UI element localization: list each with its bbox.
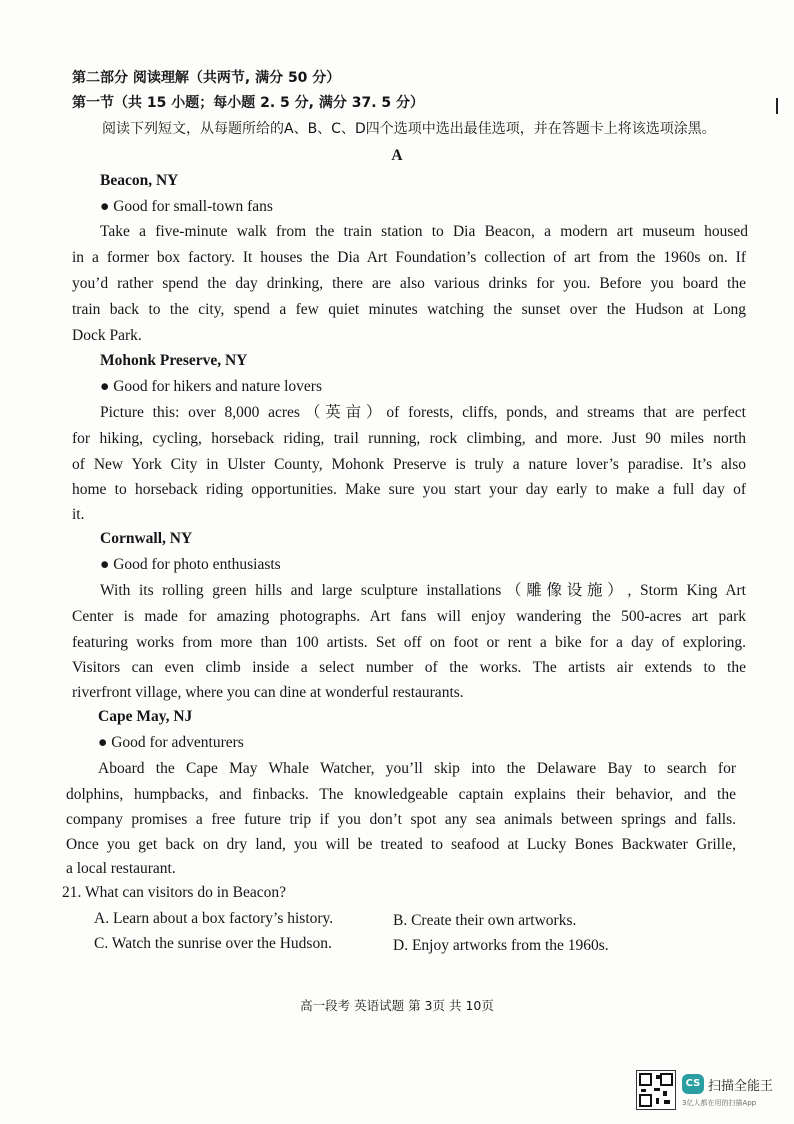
mohonk-title: Mohonk Preserve, NY — [100, 352, 248, 369]
part-heading: 第二部分 阅读理解（共两节, 满分 50 分） — [72, 70, 341, 86]
camscanner-logo-icon: CS — [682, 1074, 704, 1094]
section-heading: 第一节（共 15 小题；每小题 2. 5 分, 满分 37. 5 分） — [72, 95, 425, 111]
camscanner-name: 扫描全能王 — [708, 1079, 774, 1094]
beacon-line-5: Dock Park. — [72, 327, 142, 344]
beacon-line-1: Take a five-minute walk from the train station to Dia Beacon, a modern art museum housed — [100, 223, 748, 240]
capemay-line-3: company promises a free future trip if you don’t spot any sea animals between springs and falls. — [66, 811, 736, 828]
beacon-title: Beacon, NY — [100, 172, 179, 189]
capemay-line-2: dolphins, humpbacks, and finbacks. The knowledgeable captain explains their behavior, and the — [66, 786, 736, 803]
beacon-line-4: train back to the city, spend a few quiet minutes watching the sunset over the Hudson at Long — [72, 301, 746, 318]
cornwall-bullet: ● Good for photo enthusiasts — [100, 556, 281, 573]
question-21-option-c: C. Watch the sunrise over the Hudson. — [94, 935, 332, 952]
cornwall-line-1: With its rolling green hills and large sculpture installations（雕像设施）, Storm King Art — [100, 582, 746, 599]
cornwall-line-5: riverfront village, where you can dine at wonderful restaurants. — [72, 684, 464, 701]
mohonk-bullet: ● Good for hikers and nature lovers — [100, 378, 322, 395]
capemay-line-1: Aboard the Cape May Whale Watcher, you’ll skip into the Delaware Bay to search for — [98, 760, 736, 777]
camscanner-tagline: 3亿人都在用的扫描App — [682, 1099, 757, 1107]
mohonk-line-4: home to horseback riding opportunities. Make sure you start your day early to make a full day of — [72, 481, 746, 498]
question-21-option-a: A. Learn about a box factory’s history. — [94, 910, 334, 927]
mohonk-line-2: for hiking, cycling, horseback riding, trail running, rock climbing, and more. Just 90 miles north — [72, 430, 746, 447]
cornwall-line-2: Center is made for amazing photographs. Art fans will enjoy wandering the 500-acres art park — [72, 608, 746, 625]
question-21-stem: 21. What can visitors do in Beacon? — [62, 884, 286, 901]
beacon-line-3: you’d rather spend the day drinking, there are also various drinks for you. Before you board the — [72, 275, 746, 292]
margin-mark — [776, 98, 778, 114]
capemay-title: Cape May, NJ — [98, 708, 193, 725]
instruction-text: 阅读下列短文，从每题所给的A、B、C、D四个选项中选出最佳选项，并在答题卡上将该选项涂黑。 — [102, 121, 716, 137]
cornwall-line-4: Visitors can even climb inside a select number of the works. The artists air extends to the — [72, 659, 746, 676]
beacon-bullet: ● Good for small-town fans — [100, 198, 273, 215]
beacon-line-2: in a former box factory. It houses the Dia Art Foundation’s collection of art from the 1960s on. If — [72, 249, 746, 266]
mohonk-line-5: it. — [72, 506, 85, 523]
page-footer: 高一段考 英语试题 第 3页 共 10页 — [300, 998, 494, 1013]
question-21-option-b: B. Create their own artworks. — [393, 912, 577, 929]
capemay-line-5: a local restaurant. — [66, 860, 176, 877]
mohonk-line-3: of New York City in Ulster County, Mohonk Preserve is truly a nature lover’s paradise. It’s also — [72, 456, 746, 473]
cornwall-line-3: featuring works from more than 100 artists. Set off on foot or rent a bike for a day of exploring. — [72, 634, 746, 651]
qr-code-icon — [636, 1070, 676, 1110]
passage-letter: A — [391, 147, 403, 164]
mohonk-line-1: Picture this: over 8,000 acres（英亩）of forests, cliffs, ponds, and streams that are perfect — [100, 404, 746, 421]
capemay-line-4: Once you get back on dry land, you will be treated to seafood at Lucky Bones Backwater Grille, — [66, 836, 736, 853]
question-21-option-d: D. Enjoy artworks from the 1960s. — [393, 937, 609, 954]
cornwall-title: Cornwall, NY — [100, 530, 193, 547]
capemay-bullet: ● Good for adventurers — [98, 734, 244, 751]
